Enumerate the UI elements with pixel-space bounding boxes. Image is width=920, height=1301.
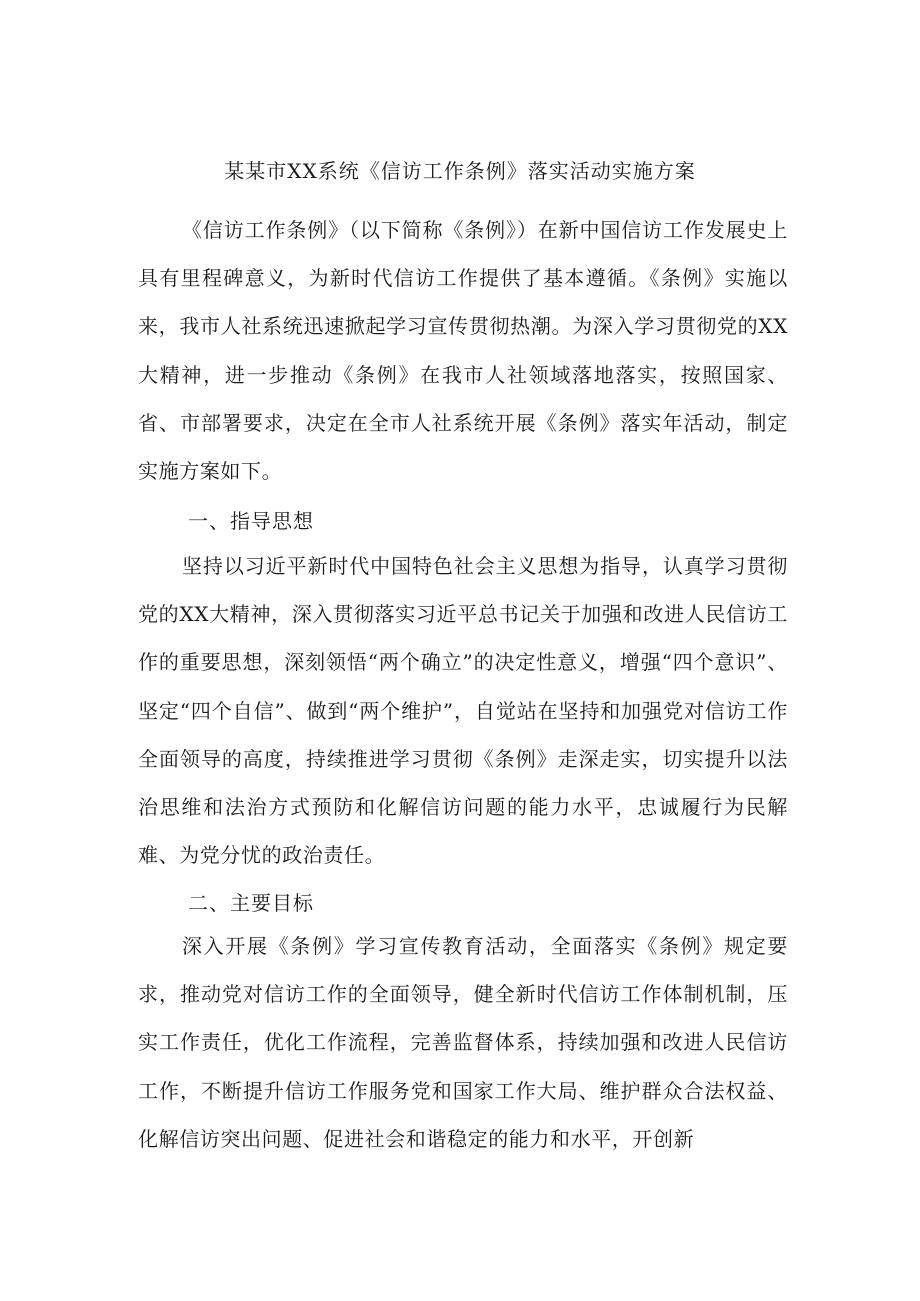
intro-paragraph: 《信访工作条例》（以下简称《条例》）在新中国信访工作发展史上具有里程碑意义，为新时代信访工作提供了基本遵循。《条例》实施以来，我市人社系统迅速掀起学习宣传贯彻热潮。为深入学习贯彻党的XX大精神，进一步推动《条例》在我市人社领域落地落实，按照国家、省、市部署要求，决定在全市人社系统开展《条例》落实年活动，制定实施方案如下。 (138, 218, 788, 484)
section-paragraph-guiding-ideology: 坚持以习近平新时代中国特色社会主义思想为指导，认真学习贯彻党的XX大精神，深入贯彻落实习近平总书记关于加强和改进人民信访工作的重要思想，深刻领悟“两个确立”的决定性意义，增强“四个意识”、坚定“四个自信”、做到“两个维护”，自觉站在坚持和加强党对信访工作全面领导的高度，持续推进学习贯彻《条例》走深走实，切实提升以法治思维和法治方式预防和化解信访问题的能力水平，忠诚履行为民解难、为党分忧的政治责任。 (138, 554, 788, 868)
section-heading-main-goals: 二、主要目标 (188, 891, 314, 915)
section-heading-guiding-ideology: 一、指导思想 (188, 509, 314, 533)
section-paragraph-main-goals: 深入开展《条例》学习宣传教育活动，全面落实《条例》规定要求，推动党对信访工作的全面领导，健全新时代信访工作体制机制，压实工作责任，优化工作流程，完善监督体系，持续加强和改进人民信访工作，不断提升信访工作服务党和国家工作大局、维护群众合法权益、化解信访突出问题、促进社会和谐稳定的能力和水平，开创新 (138, 934, 788, 1151)
document-title: 某某市XX系统《信访工作条例》落实活动实施方案 (224, 159, 696, 183)
